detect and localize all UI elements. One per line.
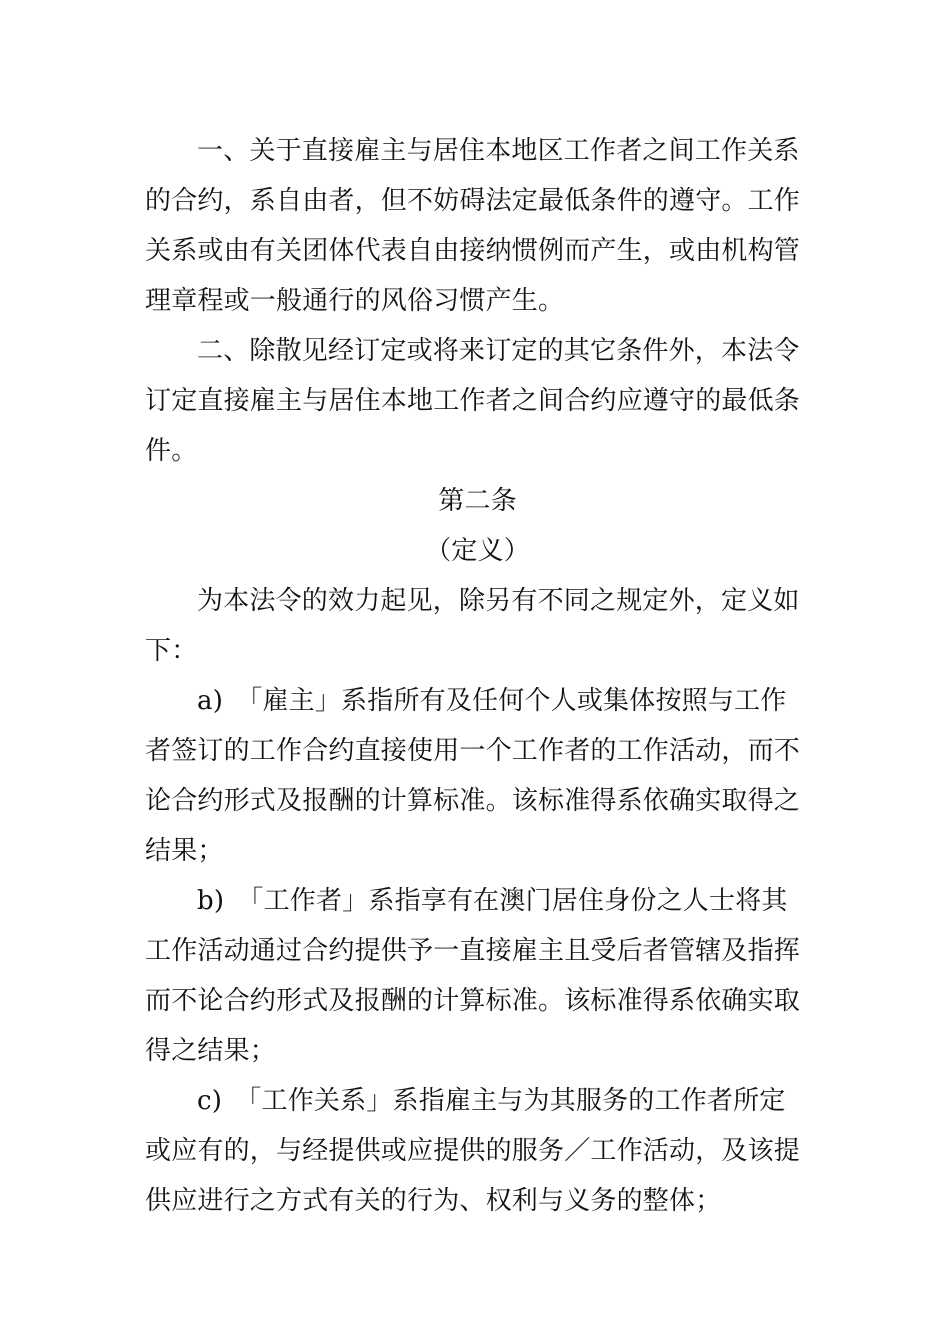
paragraph-line: 供应进行之方式有关的行为、权利与义务的整体； — [145, 1186, 722, 1216]
paragraph-line: 得之结果； — [145, 1036, 277, 1066]
paragraph-1 — [145, 126, 810, 326]
paragraph-line: 或应有的，与经提供或应提供的服务／工作活动，及该提 — [145, 1136, 801, 1166]
definitions-intro — [145, 576, 810, 676]
document-body — [145, 126, 810, 1226]
paragraph-line: 者签订的工作合约直接使用一个工作者的工作活动，而不 — [145, 736, 801, 766]
paragraph-line: 下： — [145, 636, 198, 666]
paragraph-line: 结果； — [145, 836, 224, 866]
article-subheading: （定义） — [425, 536, 530, 566]
paragraph-line: a) 「雇主」系指所有及任何个人或集体按照与工作 — [197, 686, 787, 716]
paragraph-line: 的合约，系自由者，但不妨碍法定最低条件的遵守。工作 — [145, 186, 801, 216]
definition-b — [145, 876, 810, 1076]
paragraph-line: 订定直接雇主与居住本地工作者之间合约应遵守的最低条 — [145, 386, 801, 416]
paragraph-line: 二、除散见经订定或将来订定的其它条件外，本法令 — [197, 336, 800, 366]
paragraph-line: 关系或由有关团体代表自由接纳惯例而产生，或由机构管 — [145, 236, 801, 266]
definition-c — [145, 1076, 810, 1226]
definition-a — [145, 676, 810, 876]
paragraph-line: 而不论合约形式及报酬的计算标准。该标准得系依确实取 — [145, 986, 801, 1016]
paragraph-line: c) 「工作关系」系指雇主与为其服务的工作者所定 — [197, 1086, 786, 1116]
paragraph-line: 工作活动通过合约提供予一直接雇主且受后者管辖及指挥 — [145, 936, 801, 966]
paragraph-line: b) 「工作者」系指享有在澳门居住身份之人士将其 — [197, 886, 788, 916]
paragraph-line: 为本法令的效力起见，除另有不同之规定外，定义如 — [197, 586, 800, 616]
paragraph-line: 理章程或一般通行的风俗习惯产生。 — [145, 286, 565, 316]
article-heading: 第二条 — [438, 486, 517, 516]
paragraph-line: 论合约形式及报酬的计算标准。该标准得系依确实取得之 — [145, 786, 801, 816]
paragraph-2 — [145, 326, 810, 476]
paragraph-line: 件。 — [145, 436, 198, 466]
paragraph-line: 一、关于直接雇主与居住本地区工作者之间工作关系 — [197, 136, 800, 166]
